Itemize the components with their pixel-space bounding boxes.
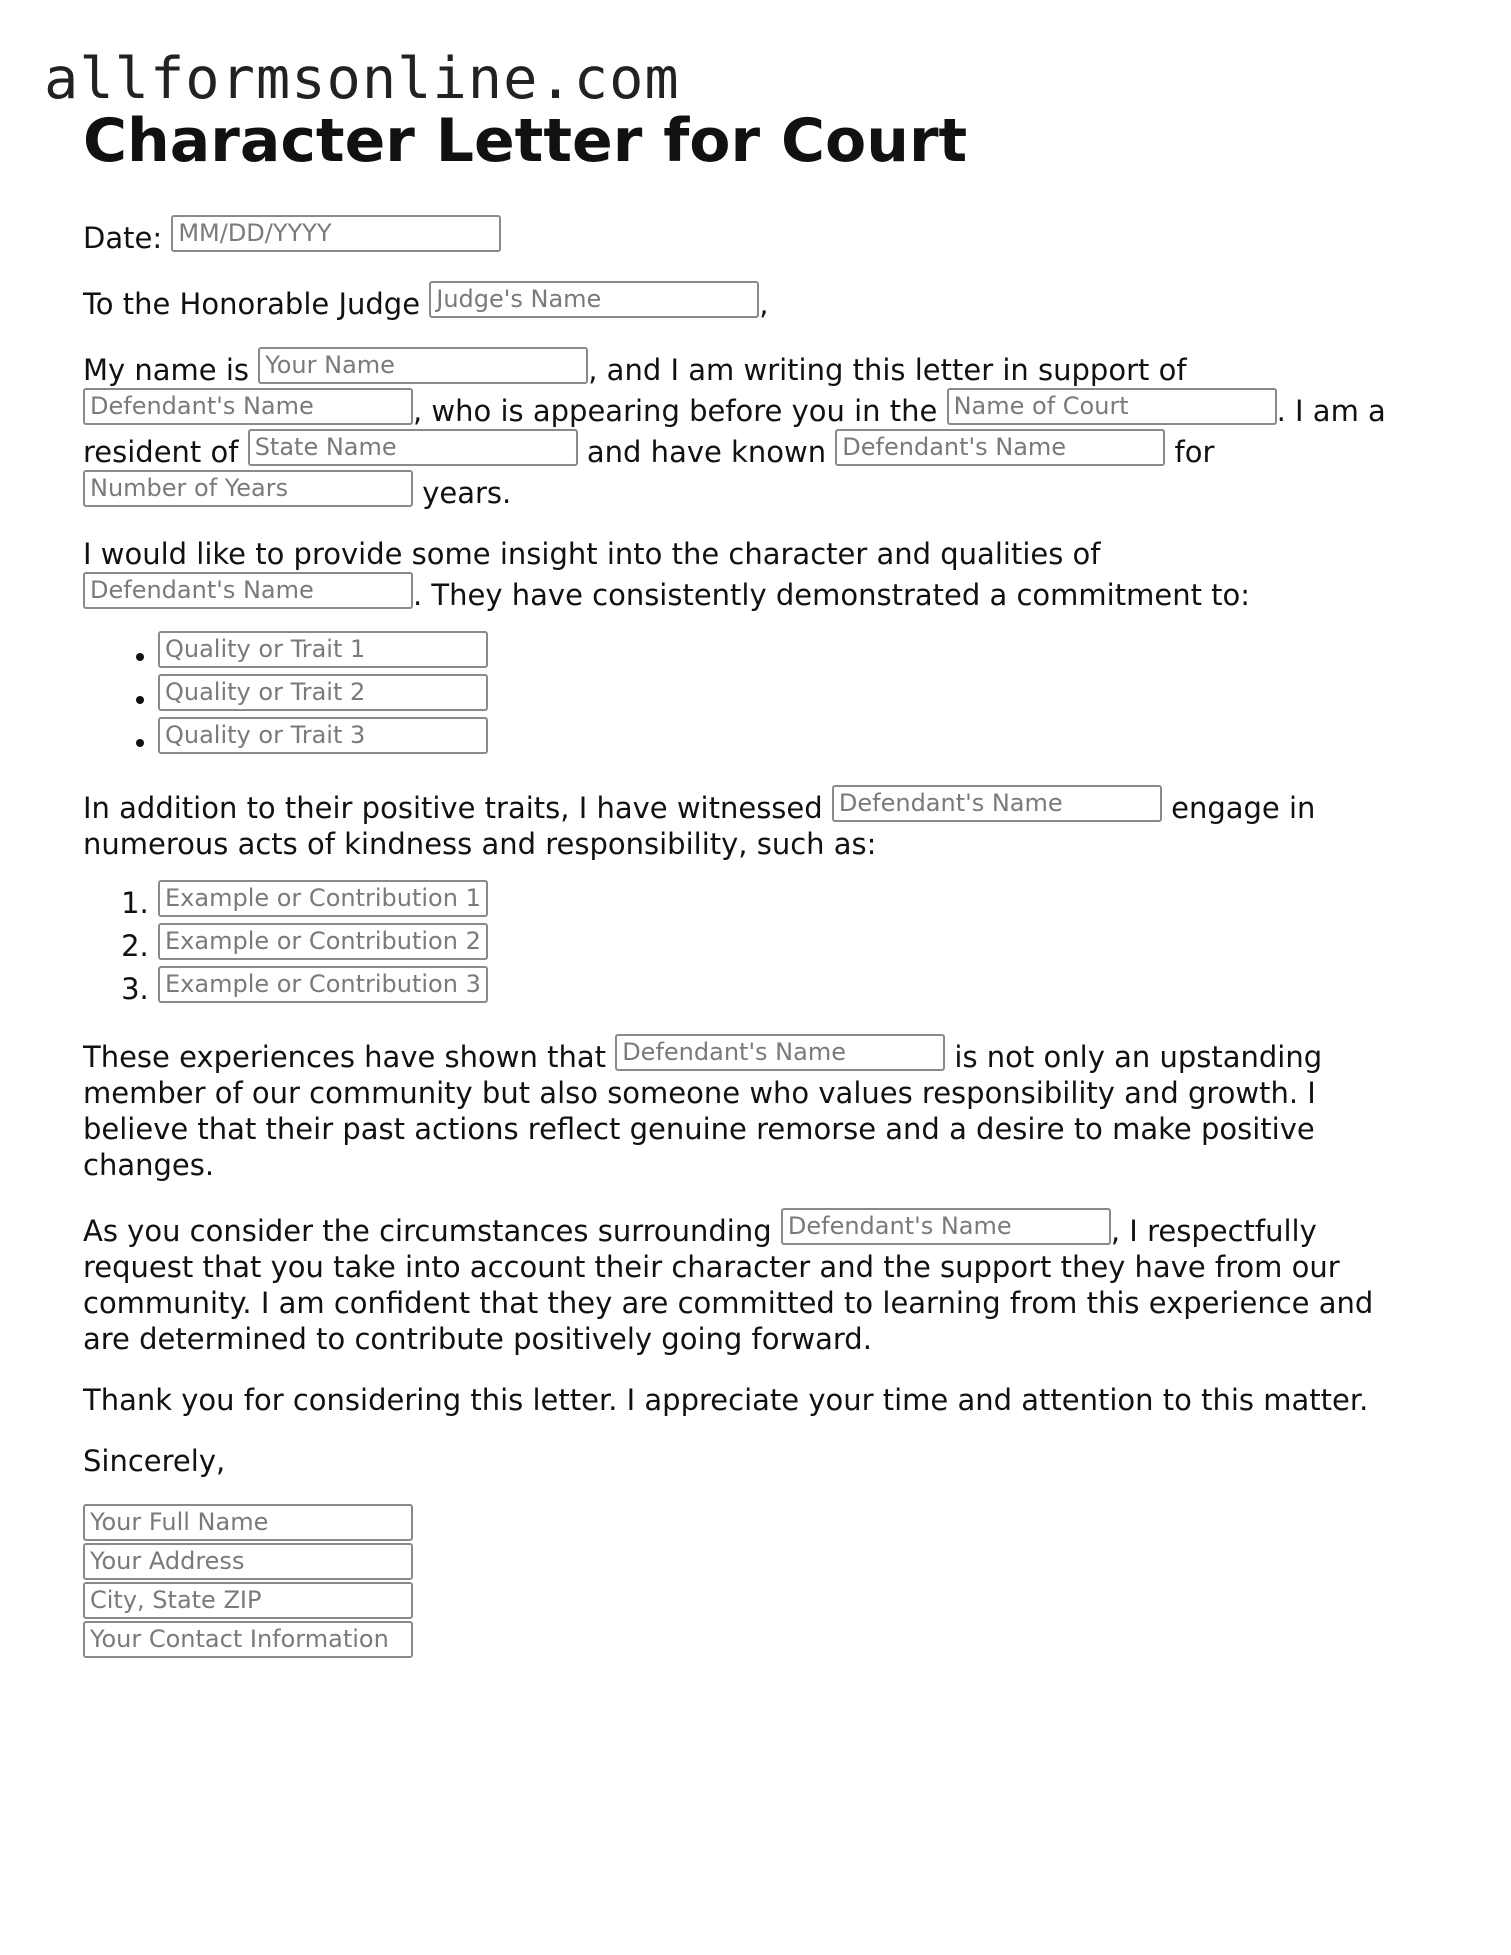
experiences-text-1: These experiences have shown that [83,1040,606,1074]
date-line [83,215,1423,256]
qualities-defendant-field[interactable]: Defendant's Name [83,572,413,609]
kindness-paragraph [83,785,1423,862]
salutation-text: To the Honorable Judge [83,287,421,321]
experiences-defendant-field[interactable]: Defendant's Name [615,1034,945,1071]
quality-field-1[interactable]: Quality or Trait 1 [158,631,488,668]
quality-field-3[interactable]: Quality or Trait 3 [158,717,488,754]
date-label: Date: [83,221,163,255]
city-state-zip-field[interactable]: City, State ZIP [83,1582,413,1619]
defendant-name-field-2[interactable]: Defendant's Name [835,429,1165,466]
contribution-field-1[interactable]: Example or Contribution 1 [158,880,488,917]
intro-text-3: , who is appearing before you in the [413,394,938,428]
page-title: Character Letter for Court [83,106,968,176]
watermark: allformsonline.com [44,46,680,112]
full-name-field[interactable]: Your Full Name [83,1504,413,1541]
intro-paragraph [83,347,1423,511]
state-name-field[interactable]: State Name [248,429,578,466]
intro-text-7: years. [422,476,512,510]
intro-text-6: for [1174,435,1215,469]
experiences-paragraph [83,1034,1423,1183]
address-field[interactable]: Your Address [83,1543,413,1580]
years-known-field[interactable]: Number of Years [83,470,413,507]
intro-text-2: , and I am writing this letter in support of [588,353,1187,387]
list-item [158,631,1423,674]
consider-defendant-field[interactable]: Defendant's Name [781,1208,1111,1245]
list-item [158,923,1423,966]
your-name-field[interactable]: Your Name [258,347,588,384]
experiences-text-2: is not only an upstanding member of our community but also someone who values responsibility and growth. I believe that their past actions reflect genuine remorse and a desire to make positive changes. [83,1040,1323,1182]
contribution-field-2[interactable]: Example or Contribution 2 [158,923,488,960]
letter-document [83,105,1423,1660]
list-item [158,717,1423,760]
qualities-paragraph [83,536,1423,613]
closing-text: Sincerely, [83,1444,226,1478]
consider-text-1: As you consider the circumstances surrounding [83,1214,772,1248]
kindness-text-1: In addition to their positive traits, I have witnessed [83,791,823,825]
qualities-text-2: . They have consistently demonstrated a commitment to: [413,578,1251,612]
defendant-name-field[interactable]: Defendant's Name [83,388,413,425]
kindness-text-2: engage in numerous acts of kindness and responsibility, such as: [83,791,1316,861]
intro-text-5: and have known [586,435,827,469]
court-name-field[interactable]: Name of Court [947,388,1277,425]
signature-block [83,1504,1423,1658]
judge-name-field[interactable]: Judge's Name [429,281,759,318]
contributions-list [83,880,1423,1009]
consider-text-2: , I respectfully request that you take into account their character and the support they have from our community. I am confident that they are committed to learning from this experience and are determined to contribute positively going forward. [83,1214,1374,1356]
consider-paragraph [83,1208,1423,1357]
contact-info-field[interactable]: Your Contact Information [83,1621,413,1658]
list-item [158,966,1423,1009]
thanks-paragraph: Thank you for considering this letter. I appreciate your time and attention to this matter. [83,1383,1369,1417]
salutation-line [83,281,1423,322]
contribution-field-3[interactable]: Example or Contribution 3 [158,966,488,1003]
kindness-defendant-field[interactable]: Defendant's Name [832,785,1162,822]
list-item [158,674,1423,717]
qualities-list [83,631,1423,760]
intro-text-4: . I am a resident of [83,394,1386,469]
intro-text-1: My name is [83,353,250,387]
salutation-comma: , [759,287,769,321]
date-field[interactable]: MM/DD/YYYY [171,215,501,252]
qualities-text-1: I would like to provide some insight into the character and qualities of [83,537,1101,571]
quality-field-2[interactable]: Quality or Trait 2 [158,674,488,711]
list-item [158,880,1423,923]
